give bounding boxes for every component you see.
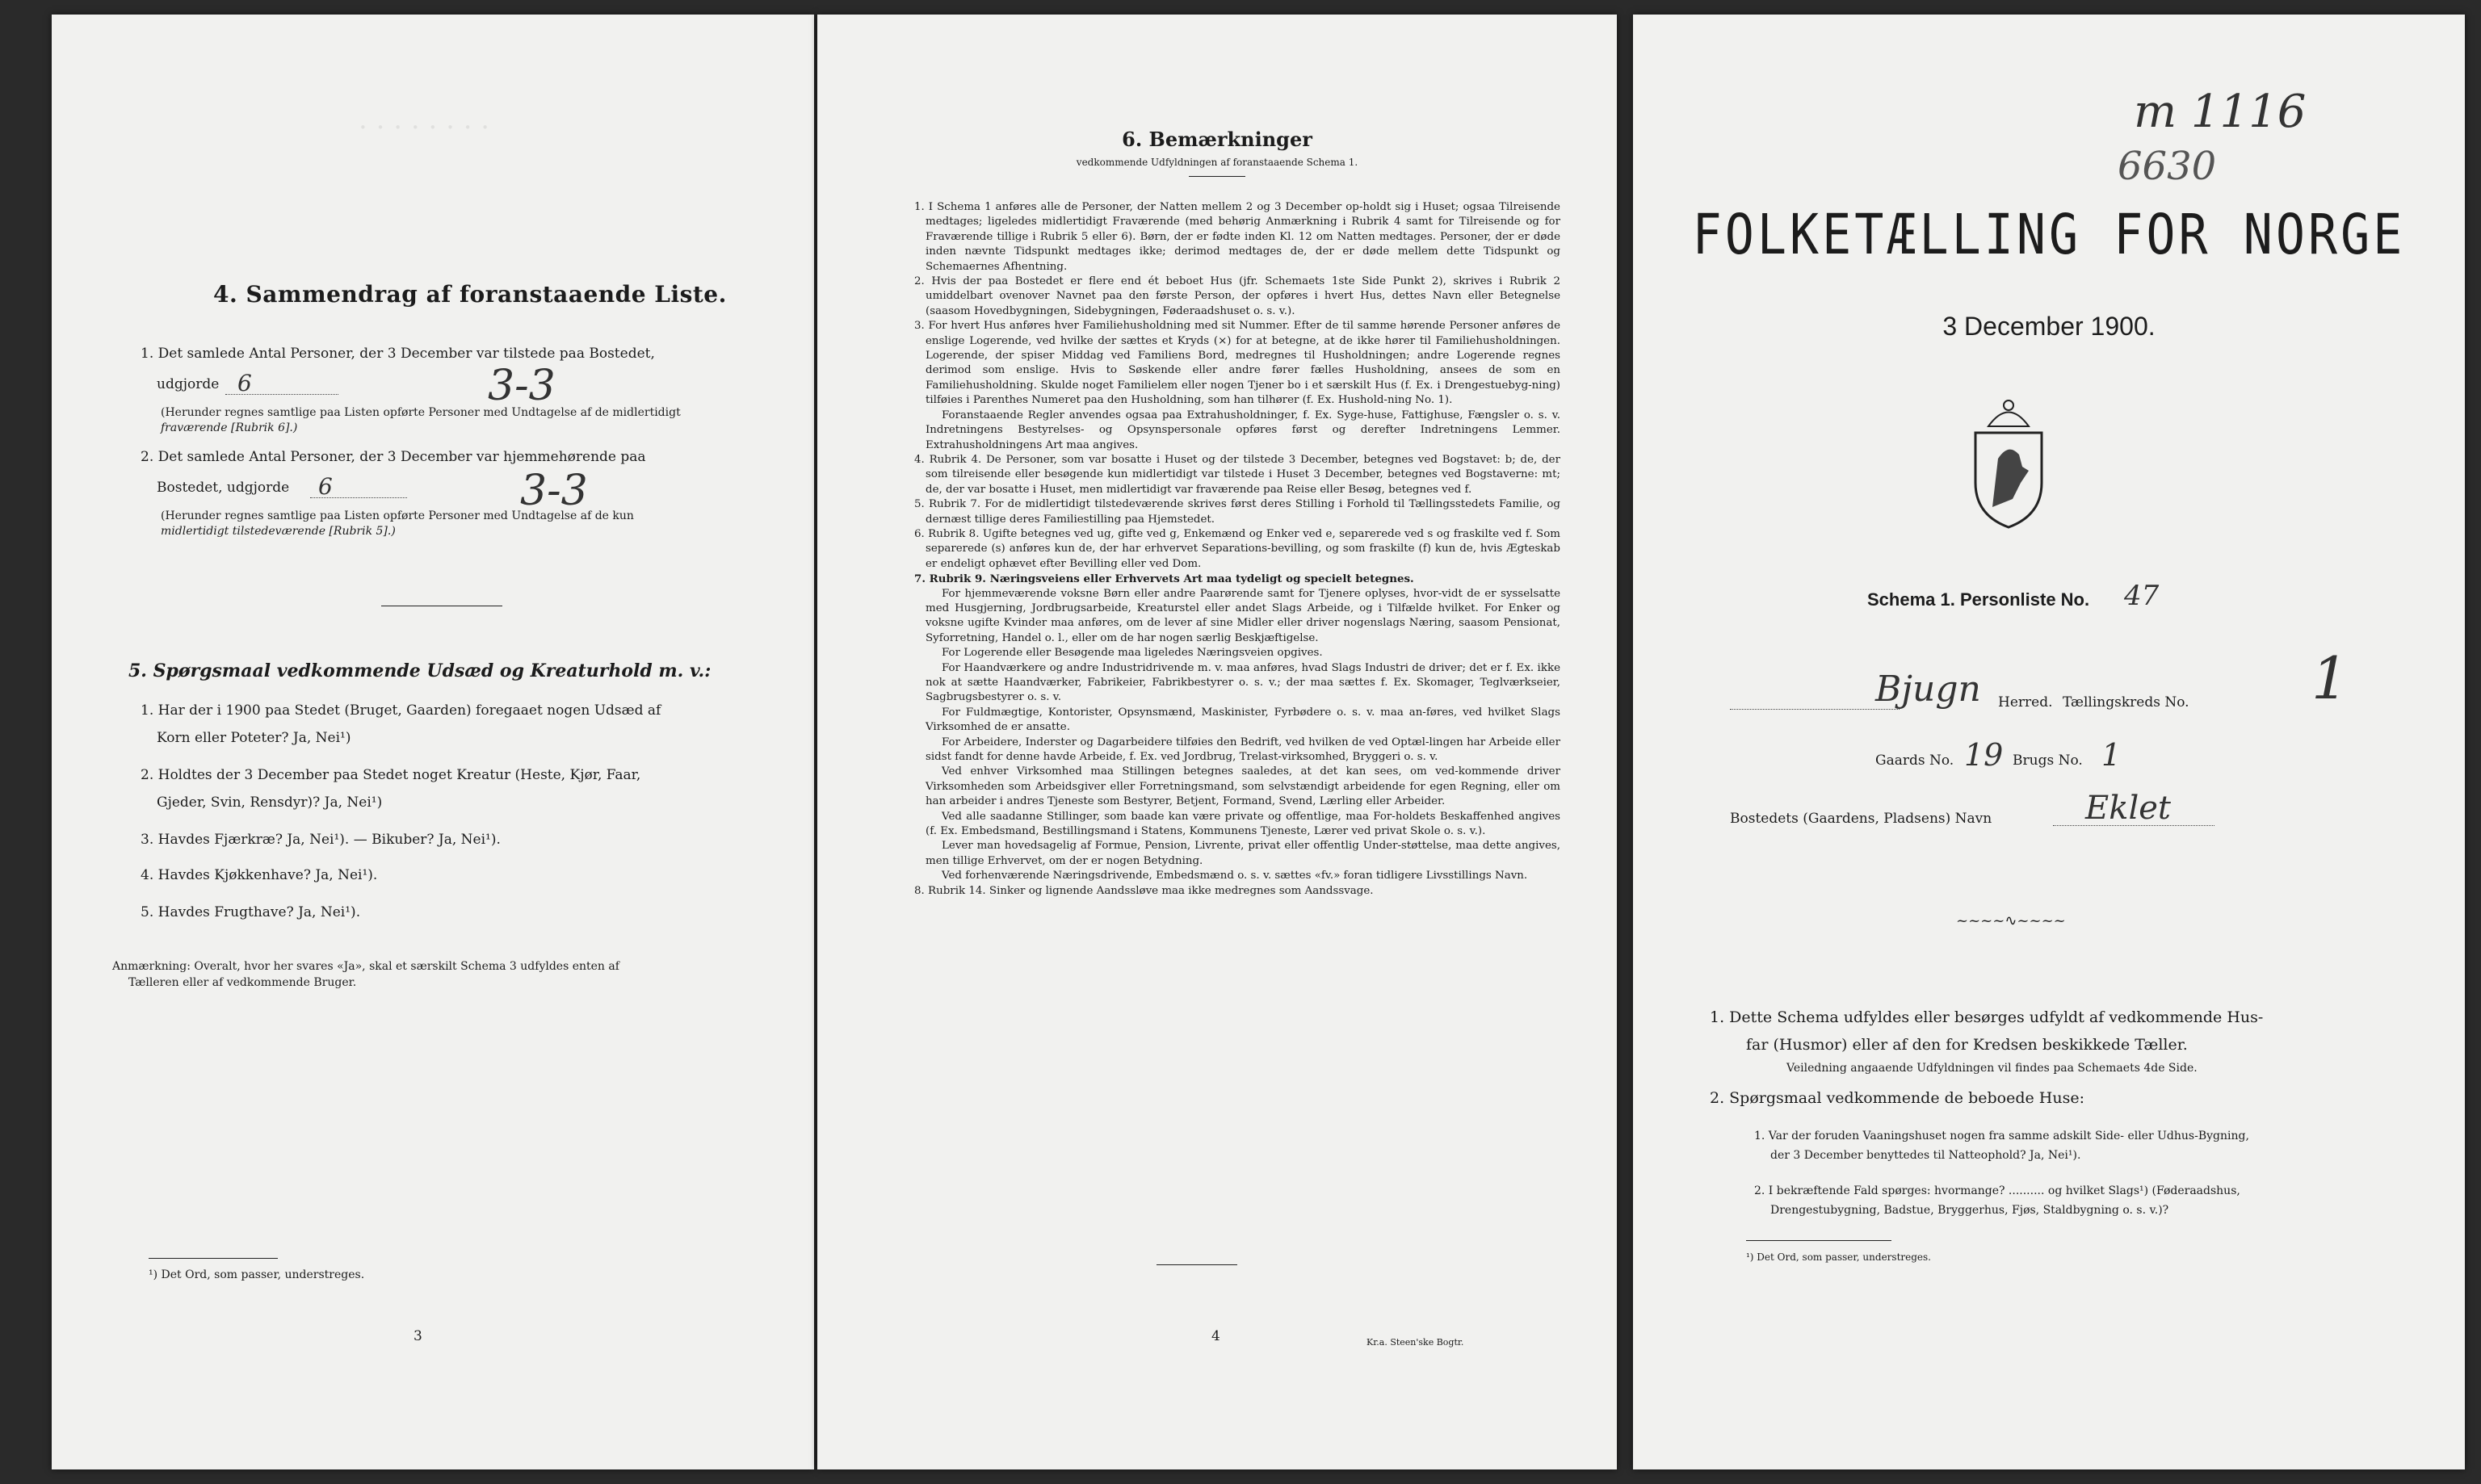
- norwegian-coat-of-arms-icon: [1964, 394, 2053, 531]
- remark-7-d: For Fuldmægtige, Kontorister, Opsynsmænd, Maskinister, Fyrbødere o. s. v. maa an-føres, ved hvilket Slags Virksomhed de er ansatte.: [926, 706, 1560, 734]
- remark-8: 8. Rubrik 14. Sinker og lignende Aandssløve maa ikke medregnes som Aandssvage.: [914, 884, 1374, 897]
- item1-line1: 1. Det samlede Antal Personer, der 3 December var tilstede paa Bostedet,: [141, 346, 655, 362]
- item2-line1: 2. Det samlede Antal Personer, der 3 December var hjemmehørende paa: [141, 449, 646, 465]
- q5: 5. Havdes Frugthave? Ja, Nei¹).: [141, 904, 361, 920]
- archive-mark-2: 6630: [2118, 144, 2217, 189]
- q2-line-a: 2. Holdtes der 3 December paa Stedet noget Kreatur (Heste, Kjør, Faar,: [141, 767, 641, 783]
- kreds-label: Tællingskreds No.: [2063, 694, 2189, 711]
- item2-handwritten: 3-3: [520, 467, 588, 515]
- footnote: ¹) Det Ord, som passer, understreges.: [1746, 1251, 1931, 1263]
- page-number: 3: [414, 1328, 422, 1344]
- section5-title: 5. Spørgsmaal vedkommende Udsæd og Kreaturhold m. v.:: [128, 660, 712, 681]
- remark-3: 3. For hvert Hus anføres hver Familiehusholdning med sit Nummer. Efter de til samme hørende Personer anføres de enslige Logerende, ved hvilke der sættes et Kryds (×) for at betegne, at de ikke hører til Familiehusholdningen. Logerende, der spiser Middag ved Familiens Bord, medregnes til Husholdningen; andre Logerende regnes derimod som enslige. Hvis to Søskende eller andre fører fælles Husholdning, ansees de som en Familiehusholdning. Skulde noget Familielem eller nogen Tjener bo i et særskilt Hus (f. Ex. i Drengestuebyg-ning) tilføies i Parenthes Numeret paa den Husholdning, som han tilhører (f. Ex. Hushold-ning No. 1).: [914, 320, 1560, 407]
- house-q2-b: Drengestubygning, Badstue, Bryggerhus, Fjøs, Staldbygning o. s. v.)?: [1770, 1204, 2169, 1217]
- personliste-no: 47: [2124, 580, 2160, 612]
- section4-title: 4. Sammendrag af foranstaaende Liste.: [213, 281, 727, 308]
- remarks-title: 6. Bemærkninger: [1122, 128, 1312, 151]
- house-q2-a: 2. I bekræftende Fald spørges: hvormange? .......... og hvilket Slags¹) (Føderaadshus,: [1754, 1184, 2240, 1197]
- item2-note-a: (Herunder regnes samtlige paa Listen opførte Personer med Undtagelse af de kun: [161, 509, 634, 522]
- form-title: FOLKETÆLLING FOR NORGE: [1692, 202, 2406, 268]
- herred-value: Bjugn: [1875, 669, 1981, 710]
- herred-label: Herred.: [1998, 694, 2053, 711]
- bosted-dots: [2053, 825, 2214, 826]
- item1-value: 6: [237, 370, 252, 396]
- anmaerkning-a: Anmærkning: Overalt, hvor her svares «Ja», skal et særskilt Schema 3 udfyldes enten af: [112, 960, 619, 973]
- gaards-value: 19: [1964, 737, 2004, 773]
- census-date: 3 December 1900.: [1942, 312, 2156, 341]
- kreds-value: 1: [2311, 644, 2349, 712]
- q3: 3. Havdes Fjærkræ? Ja, Nei¹). — Bikuber? Ja, Nei¹).: [141, 832, 501, 848]
- house-q1-a: 1. Var der foruden Vaaningshuset nogen fra samme adskilt Side- eller Udhus-Bygning,: [1754, 1130, 2249, 1142]
- remark-4: 4. Rubrik 4. De Personer, som var bosatte i Huset og der tilstede 3 December, betegnes ved Bogstavet: b; de, der som tilreisende eller besøgende kun midlertidigt var tilstede i Huset 3 December, betegnes ved Bogstaverne: mt; de, der var bosatte i Huset, men midlertidigt var fraværende paa Reise eller Besøg, betegnes ved f.: [914, 453, 1560, 496]
- archive-mark-1: m 1116: [2134, 86, 2307, 138]
- q1-line-a: 1. Har der i 1900 paa Stedet (Bruget, Gaarden) foregaaet nogen Udsæd af: [141, 702, 661, 719]
- item2-note-b: midlertidigt tilstedeværende [Rubrik 5].): [161, 525, 396, 538]
- ornament-divider: ~~~~∿~~~~: [1956, 912, 2066, 929]
- item2-value: 6: [318, 473, 333, 500]
- remark-7-e: For Arbeidere, Inderster og Dagarbeidere tilføies den Bedrift, ved hvilken de ved Optæl-lingen har Arbeide eller sidst fandt for denne havde Arbeide, f. Ex. ved Jordbrug, Trelast-virksomhed, Bryggeri o. s. v.: [926, 736, 1560, 764]
- instruction-1-c: Veiledning angaaende Udfyldningen vil findes paa Schemaets 4de Side.: [1786, 1062, 2198, 1075]
- house-q1-b: der 3 December benyttedes til Natteophold? Ja, Nei¹).: [1770, 1149, 2081, 1162]
- instruction-2: 2. Spørgsmaal vedkommende de beboede Huse:: [1710, 1089, 2084, 1107]
- q1-line-b: Korn eller Poteter? Ja, Nei¹): [157, 730, 351, 746]
- instruction-1-b: far (Husmor) eller af den for Kredsen beskikkede Tæller.: [1746, 1036, 2188, 1054]
- herred-dots: [1730, 709, 1900, 710]
- bleed-through-text: · · · · · · · ·: [359, 111, 490, 144]
- item2-dotted-line: [310, 497, 407, 498]
- instruction-1-a: 1. Dette Schema udfyldes eller besørges udfyldt af vedkommende Hus-: [1710, 1008, 2264, 1026]
- remark-7: 7. Rubrik 9. Næringsveiens eller Erhvervets Art maa tydeligt og specielt betegnes.: [914, 572, 1414, 586]
- remark-2: 2. Hvis der paa Bostedet er flere end ét beboet Hus (jfr. Schemaets 1ste Side Punkt 2), skrives i Rubrik 2 umiddelbart ovenover Navnet paa den første Person, der opføres i hvert Hus, dettes Navn eller Betegnelse (saasom Hovedbygningen, Sidebygningen, Føderaadshuset o. s. v.).: [914, 275, 1560, 317]
- item1-udgjorde: udgjorde: [157, 376, 220, 392]
- footnote-rule: [1746, 1240, 1891, 1241]
- item1-dotted-line: [225, 394, 338, 395]
- q2-line-b: Gjeder, Svin, Rensdyr)? Ja, Nei¹): [157, 794, 383, 811]
- remark-7-h: Lever man hovedsagelig af Formue, Pension, Livrente, privat eller offentlig Under-støttelse, maa dette angives, men tillige Erhvervet, om der er nogen Betydning.: [926, 840, 1560, 867]
- q4: 4. Havdes Kjøkkenhave? Ja, Nei¹).: [141, 867, 378, 883]
- remark-7-f: Ved enhver Virksomhed maa Stillingen betegnes saaledes, at det kan sees, om ved-kommende driver Virksomheden som Arbeidsgiver eller Forretningsmand, som selvstændigt arbeidende for egen Regning, eller om han arbeider i andres Tjeneste som Bestyrer, Betjent, Formand, Svend, Lærling eller Arbeider.: [926, 765, 1560, 808]
- schema-label: Schema 1. Personliste No.: [1867, 589, 2090, 610]
- remark-5: 5. Rubrik 7. For de midlertidigt tilstedeværende skrives først deres Stilling i Forhold til Tællingsstedets Familie, og dernæst tillige deres Familiestilling paa Hjemstedet.: [914, 498, 1560, 526]
- bosted-label: Bostedets (Gaardens, Pladsens) Navn: [1730, 811, 1992, 827]
- title-rule: [1189, 176, 1245, 177]
- item1-note-b: fraværende [Rubrik 6].): [161, 421, 298, 434]
- bosted-value: Eklet: [2085, 790, 2171, 827]
- remarks-list: [914, 200, 1560, 899]
- brugs-value: 1: [2101, 737, 2122, 773]
- footnote-rule: [149, 1258, 278, 1259]
- page-3: [52, 15, 814, 1469]
- page-number: 4: [1211, 1328, 1220, 1344]
- remark-7-i: Ved forhenværende Næringsdrivende, Embedsmænd o. s. v. sættes «fv.» foran tidligere Livsstillings Navn.: [942, 870, 1528, 882]
- end-rule: [1157, 1264, 1237, 1265]
- cover-page: [1633, 15, 2465, 1469]
- page-4: [817, 15, 1617, 1469]
- remark-7-b: For Logerende eller Besøgende maa ligeledes Næringsveien opgives.: [942, 647, 1323, 660]
- item2-bostedet: Bostedet, udgjorde: [157, 480, 290, 496]
- remarks-subtitle: vedkommende Udfyldningen af foranstaaende Schema 1.: [1076, 157, 1358, 168]
- anmaerkning-b: Tælleren eller af vedkommende Bruger.: [128, 976, 357, 989]
- remark-3-extra: Foranstaaende Regler anvendes ogsaa paa Extrahusholdninger, f. Ex. Syge-huse, Fattighuse, Fængsler o. s. v. Indretningens Bestyrelses- og Opsynspersonale opføres først og derefter Indretningens Lemmer. Extrahusholdningens Art maa angives.: [926, 409, 1560, 451]
- remark-7-g: Ved alle saadanne Stillinger, som baade kan være private og offentlige, maa For-holdets Beskaffenhed angives (f. Ex. Embedsmand, Bestillingsmand i Statens, Kommunens Tjeneste, Lærer ved privat Skole o. s. v.).: [926, 810, 1560, 838]
- item1-handwritten: 3-3: [488, 362, 556, 410]
- brugs-label: Brugs No.: [2013, 752, 2083, 769]
- remark-1: 1. I Schema 1 anføres alle de Personer, der Natten mellem 2 og 3 December op-holdt sig i Huset; ogsaa Tilreisende medtages; ligeledes midlertidigt Fraværende (med behørig Anmærkning i Rubrik 4 samt for Tilreisende og for Fraværende tillige i Rubrik 5 eller 6). Børn, der er fødte inden Kl. 12 om Natten medtages. Personer, der er døde inden nævnte Tidspunkt medtages ikke; derimod medtages de, der er døde mellem dette Tidspunkt og Schemaernes Afhentning.: [914, 201, 1560, 273]
- remark-6: 6. Rubrik 8. Ugifte betegnes ved ug, gifte ved g, Enkemænd og Enker ved e, separerede ved s og fraskilte ved f. Som separerede (s) anføres kun de, der har erhvervet Separations-bevilling, og som fraskilte (f) kun de, hvis Ægteskab er endeligt ophævet efter Bevilling eller ved Dom.: [914, 527, 1560, 570]
- gaards-label: Gaards No.: [1875, 752, 1954, 769]
- remark-7-a: For hjemmeværende voksne Børn eller andre Paarørende samt for Tjenere oplyses, hvor-vidt de er sysselsatte med Husgjerning, Jordbrugsarbeide, Kreaturstel eller andet Slags Arbeide, og i Tilfælde hvilket. For Enker og voksne ugifte Kvinder maa anføres, om de lever af sine Midler eller driver nogenslags Næring, saasom Pensionat, Syforretning, Handel o. l., eller om de har nogen særlig Beskjæftigelse.: [926, 587, 1560, 644]
- footnote: ¹) Det Ord, som passer, understreges.: [149, 1268, 365, 1281]
- item1-note-a: (Herunder regnes samtlige paa Listen opførte Personer med Undtagelse af de midlertidigt: [161, 406, 681, 419]
- printer-mark: Kr.a. Steen'ske Bogtr.: [1366, 1337, 1464, 1348]
- remark-7-c: For Haandværkere og andre Industridrivende m. v. maa anføres, hvad Slags Industri de driver; det er f. Ex. ikke nok at sætte Haandværker, Fabrikeier, Fabrikbestyrer o. s. v.; der maa sættes f. Ex. Skomager, Teglværkseier, Sagbrugsbestyrer o. s. v.: [926, 661, 1560, 704]
